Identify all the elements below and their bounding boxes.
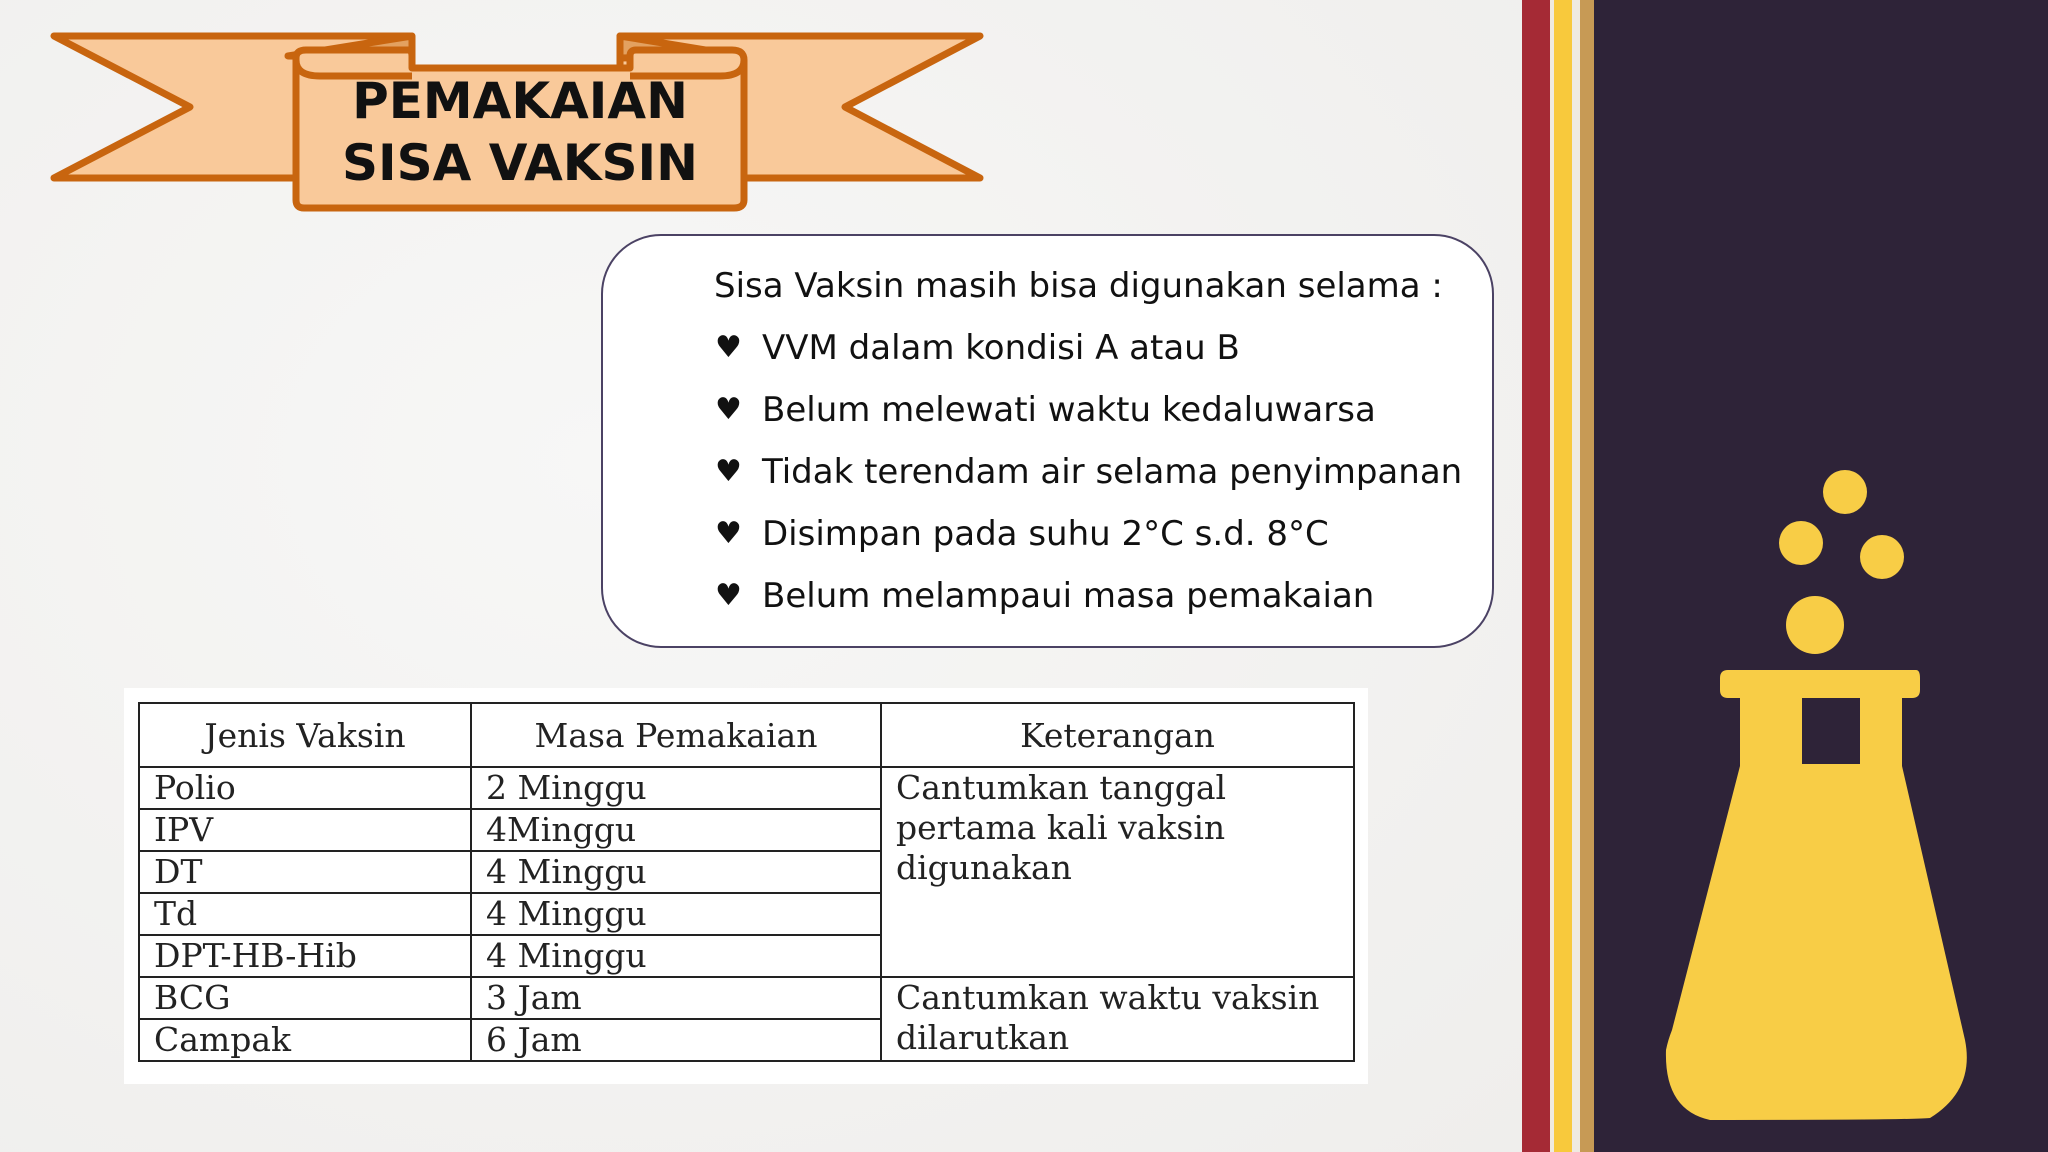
cell-masa: 4 Minggu [471,935,881,977]
stripe-red [1522,0,1550,1152]
list-item-text: Belum melewati waktu kedaluwarsa [762,390,1376,430]
list-item-text: VVM dalam kondisi A atau B [762,328,1240,368]
table-row [139,977,1354,1019]
stripe-yellow [1554,0,1572,1152]
cell-masa: 6 Jam [471,1019,881,1061]
heart-bullet-icon: ♥ [715,454,742,489]
list-item-text: Disimpan pada suhu 2°C s.d. 8°C [762,514,1329,554]
cell-masa: 2 Minggu [471,767,881,809]
info-lead-text: Sisa Vaksin masih bisa digunakan selama : [714,266,1443,306]
list-item-text: Tidak terendam air selama penyimpanan [762,452,1463,492]
vaccine-table-card [124,688,1368,1084]
list-item [715,514,1462,576]
cell-vaksin: BCG [139,977,471,1019]
header-jenis-vaksin: Jenis Vaksin [139,703,471,767]
cell-vaksin: IPV [139,809,471,851]
title-line-2: SISA VAKSIN [342,134,698,192]
stripe-gap [1572,0,1580,1152]
vaccine-usage-table [138,702,1355,1062]
info-box [601,234,1494,648]
heart-bullet-icon: ♥ [715,516,742,551]
cell-vaksin: Polio [139,767,471,809]
header-keterangan: Keterangan [881,703,1354,767]
list-item [715,390,1462,452]
flask-icon [1650,450,1970,1130]
heart-bullet-icon: ♥ [715,392,742,427]
cell-vaksin: DT [139,851,471,893]
cell-vaksin: Campak [139,1019,471,1061]
stripe-tan [1580,0,1594,1152]
criteria-list [715,328,1462,638]
table-row [139,767,1354,809]
page-title [300,70,740,194]
title-line-1: PEMAKAIAN [352,72,688,130]
cell-masa: 4 Minggu [471,851,881,893]
cell-vaksin: DPT-HB-Hib [139,935,471,977]
cell-keterangan-group-1: Cantumkan tanggal pertama kali vaksin digunakan [881,767,1354,977]
header-masa-pemakaian: Masa Pemakaian [471,703,881,767]
cell-masa: 4 Minggu [471,893,881,935]
heart-bullet-icon: ♥ [715,330,742,365]
list-item [715,452,1462,514]
heart-bullet-icon: ♥ [715,578,742,613]
cell-vaksin: Td [139,893,471,935]
cell-masa: 3 Jam [471,977,881,1019]
cell-keterangan-group-2: Cantumkan waktu vaksin dilarutkan [881,977,1354,1061]
list-item-text: Belum melampaui masa pemakaian [762,576,1375,616]
list-item [715,576,1462,638]
table-header-row [139,703,1354,767]
list-item [715,328,1462,390]
cell-masa: 4Minggu [471,809,881,851]
